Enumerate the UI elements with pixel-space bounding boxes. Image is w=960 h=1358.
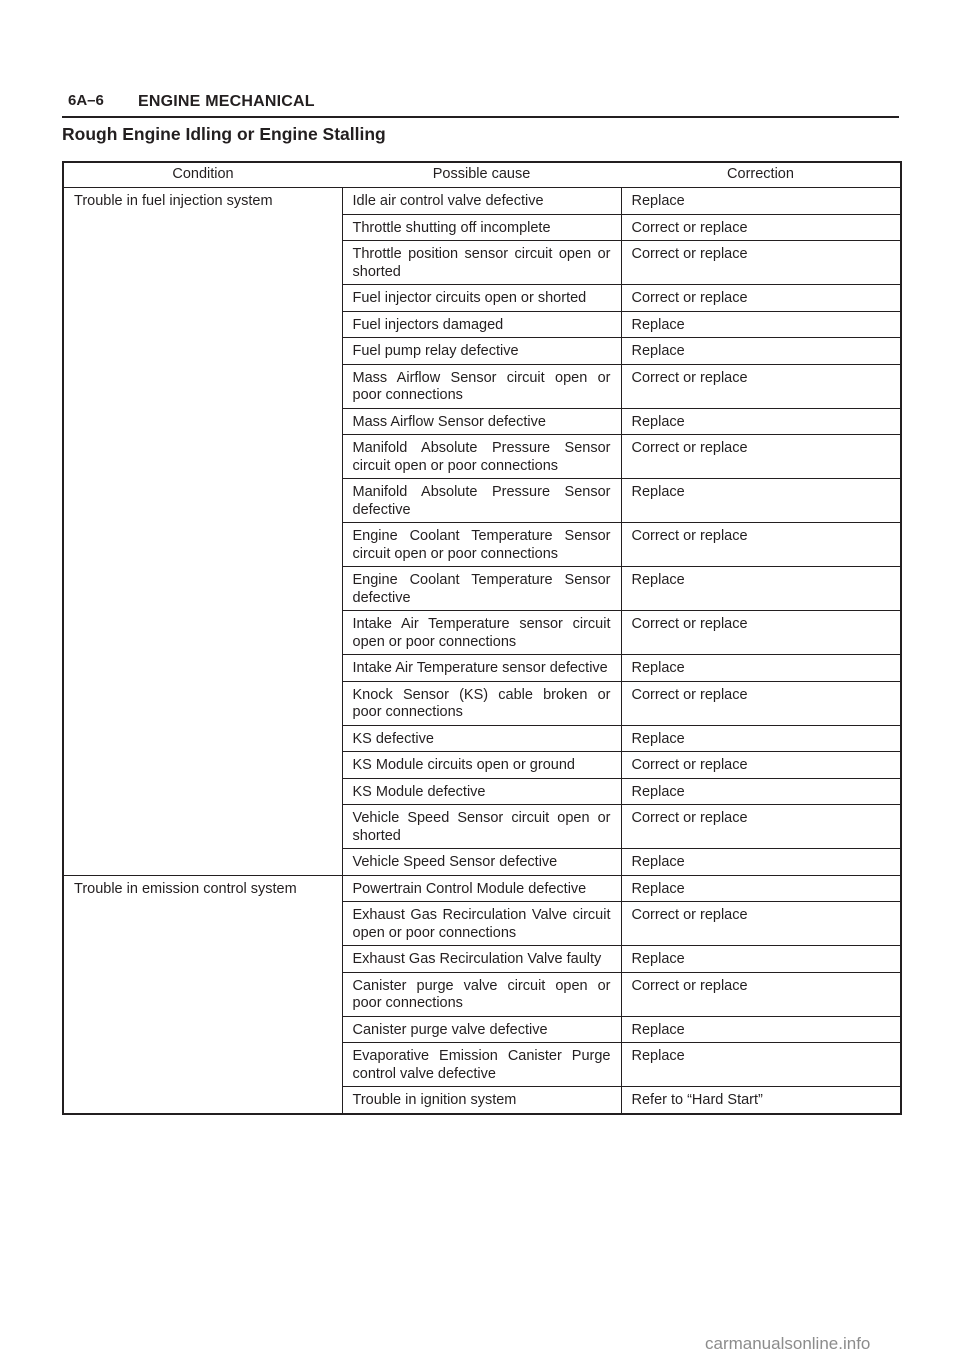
correction-cell: Replace [621, 875, 901, 902]
possible-cause-cell: KS Module defective [342, 778, 621, 805]
correction-cell: Replace [621, 567, 901, 611]
correction-cell: Correct or replace [621, 285, 901, 312]
page-number: 6A–6 [68, 92, 104, 109]
correction-cell: Correct or replace [621, 902, 901, 946]
possible-cause-cell: Trouble in ignition system [342, 1087, 621, 1114]
correction-cell: Replace [621, 479, 901, 523]
correction-cell: Correct or replace [621, 805, 901, 849]
possible-cause-cell: KS Module circuits open or ground [342, 752, 621, 779]
possible-cause-cell: Engine Coolant Temperature Sensor circuit open or poor connections [342, 523, 621, 567]
possible-cause-cell: Manifold Absolute Pressure Sensor defective [342, 479, 621, 523]
correction-cell: Correct or replace [621, 241, 901, 285]
possible-cause-cell: Fuel injector circuits open or shorted [342, 285, 621, 312]
possible-cause-cell: Intake Air Temperature sensor circuit open or poor connections [342, 611, 621, 655]
possible-cause-cell: Throttle position sensor circuit open or shorted [342, 241, 621, 285]
possible-cause-cell: Powertrain Control Module defective [342, 875, 621, 902]
watermark: carmanualsonline.info [705, 1334, 871, 1353]
correction-cell: Correct or replace [621, 752, 901, 779]
possible-cause-cell: Engine Coolant Temperature Sensor defective [342, 567, 621, 611]
possible-cause-cell: Vehicle Speed Sensor defective [342, 849, 621, 876]
possible-cause-cell: Throttle shutting off incomplete [342, 214, 621, 241]
correction-cell: Correct or replace [621, 972, 901, 1016]
possible-cause-cell: Exhaust Gas Recirculation Valve faulty [342, 946, 621, 973]
correction-cell: Replace [621, 946, 901, 973]
correction-cell: Refer to “Hard Start” [621, 1087, 901, 1114]
correction-cell: Correct or replace [621, 435, 901, 479]
correction-cell: Replace [621, 725, 901, 752]
possible-cause-cell: KS defective [342, 725, 621, 752]
troubleshooting-table [62, 161, 902, 1115]
possible-cause-cell: Exhaust Gas Recirculation Valve circuit open or poor connections [342, 902, 621, 946]
correction-cell: Correct or replace [621, 681, 901, 725]
column-header-correction: Correction [621, 162, 901, 188]
condition-cell: Trouble in fuel injection system [63, 188, 342, 876]
possible-cause-cell: Vehicle Speed Sensor circuit open or shorted [342, 805, 621, 849]
possible-cause-cell: Canister purge valve circuit open or poor connections [342, 972, 621, 1016]
section-name: ENGINE MECHANICAL [138, 93, 315, 110]
correction-cell: Replace [621, 408, 901, 435]
possible-cause-cell: Fuel injectors damaged [342, 311, 621, 338]
possible-cause-cell: Intake Air Temperature sensor defective [342, 655, 621, 682]
column-header-possible-cause: Possible cause [342, 162, 621, 188]
correction-cell: Correct or replace [621, 364, 901, 408]
possible-cause-cell: Fuel pump relay defective [342, 338, 621, 365]
possible-cause-cell: Mass Airflow Sensor circuit open or poor connections [342, 364, 621, 408]
correction-cell: Correct or replace [621, 611, 901, 655]
correction-cell: Replace [621, 778, 901, 805]
column-header-condition: Condition [63, 162, 342, 188]
correction-cell: Replace [621, 311, 901, 338]
possible-cause-cell: Evaporative Emission Canister Purge control valve defective [342, 1043, 621, 1087]
condition-cell: Trouble in emission control system [74, 880, 297, 897]
table-header-row [63, 162, 901, 188]
table-row [63, 875, 901, 902]
page-title: Rough Engine Idling or Engine Stalling [62, 124, 386, 144]
correction-cell: Replace [621, 188, 901, 215]
possible-cause-cell: Idle air control valve defective [342, 188, 621, 215]
table-row [63, 188, 901, 215]
possible-cause-cell: Canister purge valve defective [342, 1016, 621, 1043]
correction-cell: Correct or replace [621, 214, 901, 241]
correction-cell: Replace [621, 1016, 901, 1043]
correction-cell: Replace [621, 655, 901, 682]
correction-cell: Replace [621, 849, 901, 876]
page-header [62, 88, 899, 118]
table-body [63, 188, 901, 1114]
possible-cause-cell: Mass Airflow Sensor defective [342, 408, 621, 435]
correction-cell: Replace [621, 1043, 901, 1087]
possible-cause-cell: Knock Sensor (KS) cable broken or poor connections [342, 681, 621, 725]
correction-cell: Replace [621, 338, 901, 365]
correction-cell: Correct or replace [621, 523, 901, 567]
possible-cause-cell: Manifold Absolute Pressure Sensor circuit open or poor connections [342, 435, 621, 479]
